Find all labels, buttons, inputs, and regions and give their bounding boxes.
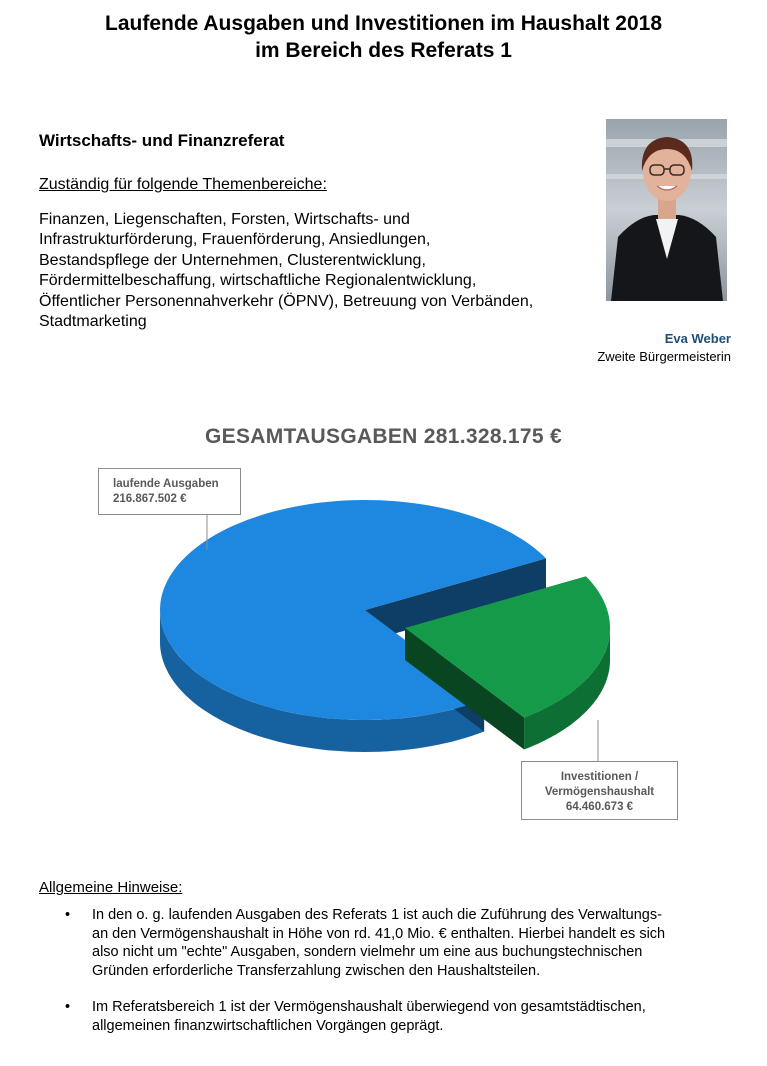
note-line: also nicht um "echte" Ausgaben, sondern vielmehr um eine aus buchungstechnischen [92,944,643,961]
note-line: In den o. g. laufenden Ausgaben des Referats 1 ist auch die Zuführung des Verwaltungs- [92,907,662,923]
topics-line: Infrastrukturförderung, Frauenförderung, Ansiedlungen, [39,231,431,249]
title-line-1: Laufende Ausgaben und Investitionen im Haushalt 2018 [105,12,662,35]
slice-value: 64.460.673 € [565,801,634,813]
person-name: Eva Weber [664,331,731,346]
callout-laufende-ausgaben [98,468,241,515]
bullet-icon: • [65,907,71,923]
callout-investitionen [521,761,678,820]
section-subheading: Zuständig für folgende Themenbereiche: [39,176,327,193]
notes-list [65,906,735,1054]
topics-line: Bestandspflege der Unternehmen, Clusterentwicklung, [39,251,426,269]
list-item [65,906,735,980]
topics-line: Finanzen, Liegenschaften, Forsten, Wirtschafts- und [39,211,410,228]
page-title [0,10,767,64]
slice-label: Investitionen / [560,771,639,783]
slice-label: laufende Ausgaben [113,478,219,490]
note-line: Gründen erforderliche Transferzahlung zwischen den Haushaltsteilen. [92,962,541,979]
person-role: Zweite Bürgermeisterin [597,349,731,364]
slice-value: 216.867.502 € [113,493,187,505]
notes-heading: Allgemeine Hinweise: [39,879,183,896]
chart-title: GESAMTAUSGABEN 281.328.175 € [205,425,562,448]
topics-text [39,210,594,332]
note-line: an den Vermögenshaushalt in Höhe von rd. 41,0 Mio. € enthalten. Hierbei handelt es sich [92,925,666,942]
title-line-2: im Bereich des Referats 1 [255,39,512,62]
topics-line: Fördermittelbeschaffung, wirtschaftliche Regionalentwicklung, [39,272,477,290]
portrait-photo [606,119,727,301]
note-line: Im Referatsbereich 1 ist der Vermögenshaushalt überwiegend von gesamtstädtischen, [92,999,646,1016]
slice-label: Vermögenshaushalt [544,786,655,798]
topics-line: Öffentlicher Personennahverkehr (ÖPNV), Betreuung von Verbänden, [39,292,534,310]
note-line: allgemeinen finanzwirtschaftlichen Vorgängen geprägt. [92,1017,444,1034]
topics-line: Stadtmarketing [39,313,147,331]
bullet-icon: • [65,999,71,1016]
list-item [65,998,735,1035]
section-heading: Wirtschafts- und Finanzreferat [39,131,285,150]
